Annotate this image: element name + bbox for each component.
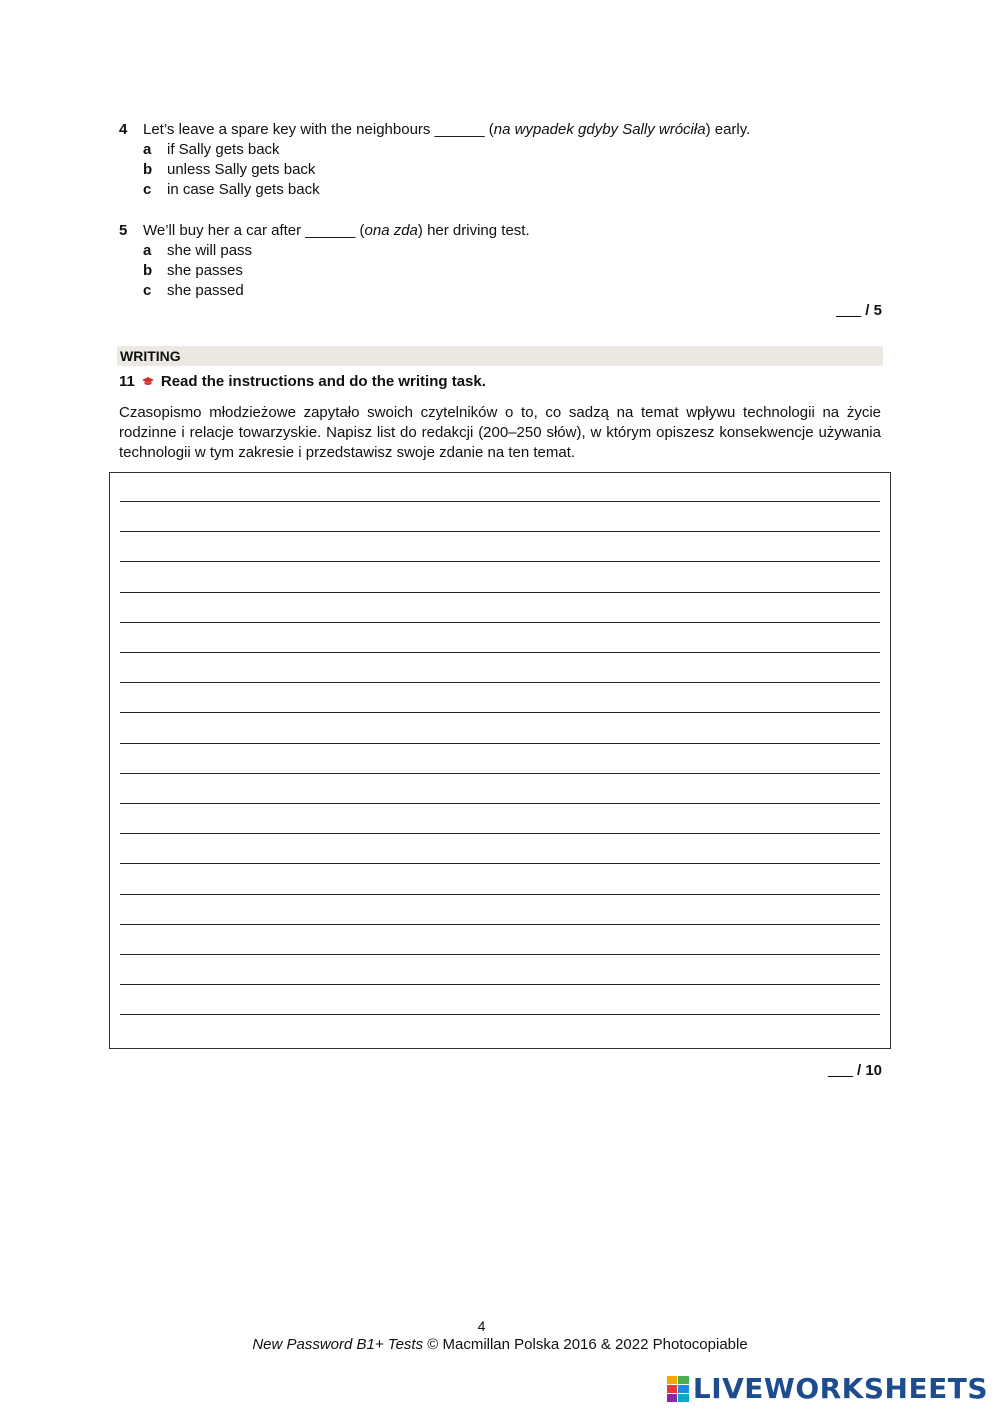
writing-line[interactable] — [120, 531, 880, 532]
option-c[interactable]: c in case Sally gets back — [143, 181, 320, 198]
section-heading: WRITING — [117, 346, 883, 366]
writing-line[interactable] — [120, 592, 880, 593]
footer-copyright: New Password B1+ Tests © Macmillan Polska 2016 & 2022 Photocopiable — [252, 1336, 748, 1353]
writing-line[interactable] — [120, 652, 880, 653]
task-number: 11 — [119, 373, 135, 390]
writing-line[interactable] — [120, 743, 880, 744]
writing-line[interactable] — [120, 984, 880, 985]
page-number: 4 — [477, 1318, 486, 1334]
writing-line[interactable] — [120, 894, 880, 895]
question-4 — [119, 120, 750, 200]
writing-line[interactable] — [120, 712, 880, 713]
writing-line[interactable] — [120, 501, 880, 502]
score-blank[interactable]: ___ — [836, 302, 862, 319]
option-b[interactable]: b she passes — [143, 262, 243, 279]
writing-line[interactable] — [120, 924, 880, 925]
score-blank[interactable]: ___ — [827, 1062, 853, 1079]
question-number: 5 — [119, 222, 128, 239]
writing-line[interactable] — [120, 773, 880, 774]
writing-line[interactable] — [120, 622, 880, 623]
writing-line[interactable] — [120, 954, 880, 955]
task-title: Read the instructions and do the writing task. — [160, 373, 486, 390]
question-number: 4 — [119, 121, 128, 138]
option-c[interactable]: c she passed — [143, 282, 244, 299]
option-a[interactable]: a if Sally gets back — [143, 141, 280, 158]
question-5 — [119, 221, 530, 301]
logo-icon — [667, 1376, 689, 1402]
liveworksheets-logo — [667, 1372, 988, 1405]
answer-box[interactable] — [109, 472, 891, 1049]
graduation-cap-icon — [141, 376, 155, 388]
writing-line[interactable] — [120, 561, 880, 562]
score-total-10: ___ / 10 — [827, 1062, 882, 1079]
writing-line[interactable] — [120, 863, 880, 864]
logo-text: LIVEWORKSHEETS — [692, 1372, 988, 1405]
question-stem: Let’s leave a spare key with the neighbours ______ (na wypadek gdyby Sally wróciła) early. — [143, 121, 751, 138]
question-stem: We’ll buy her a car after ______ (ona zda) her driving test. — [143, 222, 530, 239]
writing-line[interactable] — [120, 833, 880, 834]
task-instructions: Czasopismo młodzieżowe zapytało swoich czytelników o to, co sadzą na temat wpływu technologii na życie rodzinne i relacje towarzyskie. Napisz list do redakcji (200–250 słów), w którym opiszesz konsekwencje używania technologii w tym zakresie i przedstawisz swoje zdanie na ten temat. — [119, 404, 881, 461]
option-a[interactable]: a she will pass — [143, 242, 253, 259]
task-heading — [119, 373, 486, 390]
writing-line[interactable] — [120, 682, 880, 683]
writing-line[interactable] — [120, 803, 880, 804]
writing-line[interactable] — [120, 1014, 880, 1015]
option-b[interactable]: b unless Sally gets back — [143, 161, 316, 178]
score-total-5: ___ / 5 — [836, 302, 882, 319]
